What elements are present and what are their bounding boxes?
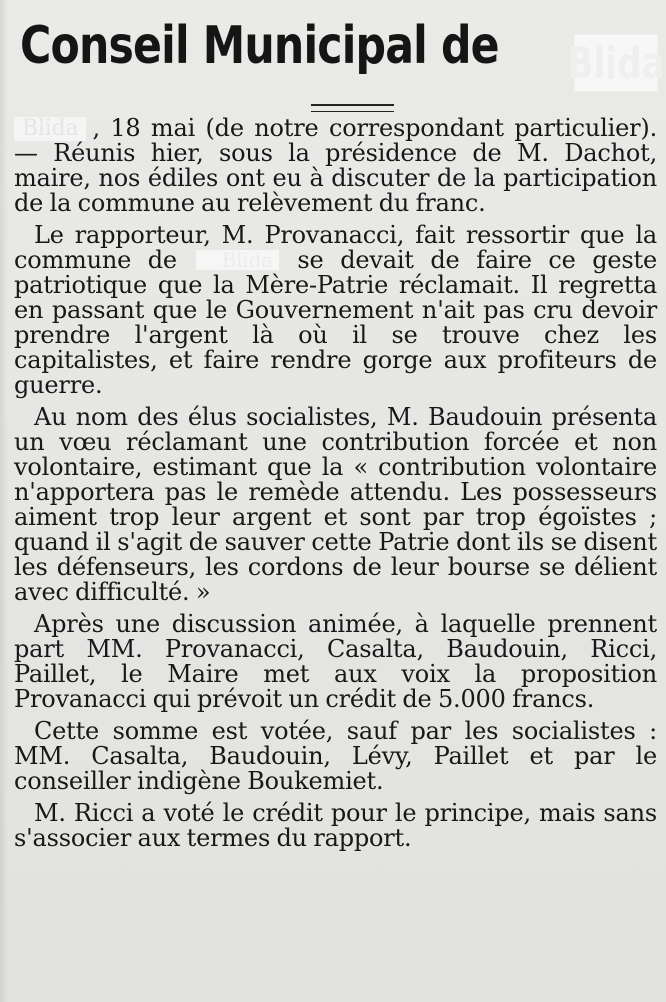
article-paragraph-2 bbox=[14, 223, 657, 398]
headline-city-block: Blida bbox=[574, 34, 658, 92]
paragraph-1-text: , 18 mai (de notre correspondant particulier). — Réunis hier, sous la présidence de M. Dachot, maire, nos édiles ont eu à discuter de la participation de la commune au relèvement du franc. bbox=[14, 114, 657, 217]
article-paragraph-6: M. Ricci a voté le crédit pour le principe, mais sans s'associer aux termes du rapport. bbox=[14, 799, 657, 852]
article-paragraph-5: Cette somme est votée, sauf par les socialistes : MM. Casalta, Baudouin, Lévy, Paillet et par le conseiller indigène Boukemiet. bbox=[14, 717, 657, 795]
article-paragraph-3: Au nom des élus socialistes, M. Baudouin présenta un vœu réclamant une contribution forcée et non volontaire, estimant que la « contribution volontaire n'apportera pas le remède attendu. Les possesseurs aiment trop leur argent et sont par trop égoïstes ; quand il s'agit de sauver cette Patrie dont ils se disent les défenseurs, les cordons de leur bourse se délient avec difficulté. » bbox=[14, 403, 657, 606]
headline-rule bbox=[311, 104, 394, 112]
article-paragraph-1 bbox=[14, 116, 657, 216]
paragraph-2-before: Le rapporteur, M. Provanacci, fait ressortir que la commune de bbox=[14, 221, 657, 274]
article-paragraph-4: Après une discussion animée, à laquelle prennent part MM. Provanacci, Casalta, Baudouin, Ricci, Paillet, le Maire met aux voix la proposition Provanacci qui prévoit un crédit de 5.000 francs. bbox=[14, 610, 657, 713]
city-name-box: Blida bbox=[14, 117, 86, 141]
article-body bbox=[14, 116, 657, 851]
headline-block bbox=[14, 10, 665, 98]
paragraph-2-after: se devait de faire ce geste patriotique que la Mère-Patrie réclamait. Il regretta en passant que le Gouvernement n'ait pas cru devoir prendre l'argent là où il se trouve chez les capitalistes, et faire rendre gorge aux profiteurs de guerre. bbox=[14, 246, 657, 399]
paragraph-2-city-box: Blida bbox=[196, 250, 279, 270]
headline-title: Conseil Municipal de bbox=[20, 16, 499, 76]
